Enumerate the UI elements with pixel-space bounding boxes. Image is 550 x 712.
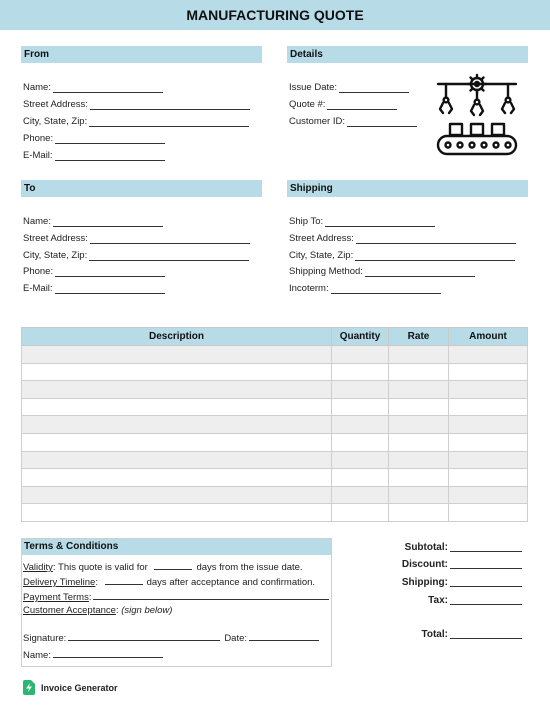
lightning-logo-icon	[23, 680, 35, 695]
shipping-total-text: Shipping	[401, 577, 445, 588]
shipping-method-line	[365, 267, 475, 277]
issue-date-field[interactable]	[289, 82, 409, 93]
col-description: Description	[22, 328, 332, 346]
subtotal-label: Subtotal:	[404, 542, 448, 553]
validity-text-a: : This quote is valid for	[52, 562, 148, 573]
amount-cell[interactable]	[449, 346, 528, 364]
delivery-days-line	[105, 575, 143, 585]
from-phone-label: Phone:	[23, 133, 54, 144]
quantity-cell[interactable]	[332, 363, 389, 381]
rate-cell[interactable]	[389, 486, 449, 504]
terms-section-header: Terms & Conditions	[21, 538, 332, 555]
table-row	[22, 504, 528, 522]
to-city-line	[89, 251, 249, 261]
amount-cell[interactable]	[449, 398, 528, 416]
validity-line[interactable]	[23, 560, 303, 573]
incoterm-label: Incoterm:	[289, 283, 329, 294]
quote-number-label: Quote #:	[289, 99, 326, 110]
table-row	[22, 398, 528, 416]
to-email-line	[55, 284, 165, 294]
date-underline	[249, 631, 319, 641]
to-email-label: E-Mail:	[23, 283, 53, 294]
signer-name-line[interactable]	[23, 648, 163, 661]
customer-id-line	[347, 117, 417, 127]
total-text: Total	[421, 629, 445, 640]
acceptance-note: (sign below)	[121, 605, 173, 616]
from-name-label: Name:	[23, 82, 51, 93]
acceptance-colon: :	[115, 605, 119, 616]
from-email-label: E-Mail:	[23, 150, 53, 161]
to-phone-field[interactable]	[23, 266, 165, 277]
rate-cell[interactable]	[389, 363, 449, 381]
signer-name-label: Name:	[23, 650, 51, 661]
issue-date-label: Issue Date:	[289, 82, 338, 93]
quantity-cell[interactable]	[332, 346, 389, 364]
payment-label: Payment Terms	[23, 592, 89, 603]
amount-cell[interactable]	[449, 433, 528, 451]
amount-cell[interactable]	[449, 363, 528, 381]
from-city-line	[89, 117, 249, 127]
rate-cell[interactable]	[389, 469, 449, 487]
to-phone-line	[55, 267, 165, 277]
amount-cell[interactable]	[449, 451, 528, 469]
date-label: Date:	[224, 633, 248, 644]
to-city-label: City, State, Zip:	[23, 250, 88, 261]
description-cell[interactable]	[22, 346, 332, 364]
validity-text-b: days from the issue date.	[196, 562, 303, 573]
shipping-method-label: Shipping Method:	[289, 266, 363, 277]
to-phone-label: Phone:	[23, 266, 54, 277]
rate-cell[interactable]	[389, 433, 449, 451]
discount-value-line[interactable]	[450, 568, 522, 569]
description-cell[interactable]	[22, 398, 332, 416]
tax-text: Tax	[428, 595, 445, 606]
delivery-label: Delivery Timeline	[23, 577, 96, 588]
issue-date-line	[339, 83, 409, 93]
table-row	[22, 363, 528, 381]
to-name-field[interactable]	[23, 216, 163, 227]
ship-to-label: Ship To:	[289, 216, 324, 227]
quote-number-field[interactable]	[289, 99, 397, 110]
to-street-label: Street Address:	[23, 233, 88, 244]
to-city-field[interactable]	[23, 250, 249, 261]
tax-label: Tax:	[428, 595, 448, 606]
signature-underline	[68, 631, 220, 641]
quantity-cell[interactable]	[332, 469, 389, 487]
subtotal-text: Subtotal	[404, 542, 445, 553]
table-row	[22, 416, 528, 434]
to-section-header: To	[21, 180, 262, 197]
table-row	[22, 451, 528, 469]
from-phone-field[interactable]	[23, 133, 165, 144]
payment-terms-line[interactable]	[23, 590, 329, 603]
shipping-method-field[interactable]	[289, 266, 475, 277]
table-row	[22, 469, 528, 487]
description-cell[interactable]	[22, 433, 332, 451]
ship-street-field[interactable]	[289, 233, 516, 244]
quantity-cell[interactable]	[332, 486, 389, 504]
incoterm-line	[331, 284, 441, 294]
from-email-field[interactable]	[23, 150, 165, 161]
tax-value-line[interactable]	[450, 604, 522, 605]
customer-id-label: Customer ID:	[289, 116, 345, 127]
signer-name-underline	[53, 648, 163, 658]
description-cell[interactable]	[22, 504, 332, 522]
description-cell[interactable]	[22, 416, 332, 434]
incoterm-field[interactable]	[289, 283, 441, 294]
col-rate: Rate	[389, 328, 449, 346]
amount-cell[interactable]	[449, 486, 528, 504]
description-cell[interactable]	[22, 381, 332, 399]
from-street-label: Street Address:	[23, 99, 88, 110]
payment-terms-underline	[93, 590, 329, 600]
acceptance-line	[23, 605, 172, 616]
quantity-cell[interactable]	[332, 451, 389, 469]
from-name-field[interactable]	[23, 82, 163, 93]
table-row	[22, 381, 528, 399]
brand-name: Invoice Generator	[41, 682, 118, 693]
payment-colon: :	[88, 592, 92, 603]
description-cell[interactable]	[22, 486, 332, 504]
rate-cell[interactable]	[389, 398, 449, 416]
shipping-value-line[interactable]	[450, 586, 522, 587]
factory-robot-arm-icon	[434, 72, 520, 158]
delivery-line[interactable]	[23, 575, 315, 588]
table-row	[22, 346, 528, 364]
to-name-label: Name:	[23, 216, 51, 227]
to-street-field[interactable]	[23, 233, 250, 244]
ship-city-label: City, State, Zip:	[289, 250, 354, 261]
to-name-line	[53, 217, 163, 227]
details-section-header: Details	[287, 46, 528, 63]
col-quantity: Quantity	[332, 328, 389, 346]
shipping-total-label: Shipping:	[401, 577, 448, 588]
subtotal-value-line[interactable]	[450, 551, 522, 552]
from-phone-line	[55, 134, 165, 144]
ship-to-field[interactable]	[289, 216, 435, 227]
from-city-field[interactable]	[23, 116, 249, 127]
rate-cell[interactable]	[389, 504, 449, 522]
rate-cell[interactable]	[389, 381, 449, 399]
description-cell[interactable]	[22, 451, 332, 469]
quantity-cell[interactable]	[332, 433, 389, 451]
rate-cell[interactable]	[389, 416, 449, 434]
total-label: Total:	[421, 629, 448, 640]
ship-to-line	[325, 217, 435, 227]
ship-city-line	[355, 251, 515, 261]
quantity-cell[interactable]	[332, 504, 389, 522]
table-row	[22, 433, 528, 451]
discount-label: Discount:	[401, 559, 448, 570]
ship-street-label: Street Address:	[289, 233, 354, 244]
shipping-section-header: Shipping	[287, 180, 528, 197]
from-street-field[interactable]	[23, 99, 250, 110]
signature-line[interactable]	[23, 631, 319, 644]
quote-number-line	[327, 100, 397, 110]
from-city-label: City, State, Zip:	[23, 116, 88, 127]
delivery-colon: :	[95, 577, 98, 588]
validity-days-line	[154, 560, 192, 570]
ship-city-field[interactable]	[289, 250, 515, 261]
table-header-row	[22, 328, 528, 346]
to-street-line	[90, 234, 250, 244]
ship-street-line	[356, 234, 516, 244]
col-amount: Amount	[449, 328, 528, 346]
amount-cell[interactable]	[449, 504, 528, 522]
from-section-header: From	[21, 46, 262, 63]
signature-label: Signature:	[23, 633, 67, 644]
quantity-cell[interactable]	[332, 398, 389, 416]
description-cell[interactable]	[22, 469, 332, 487]
amount-cell[interactable]	[449, 469, 528, 487]
from-street-line	[90, 100, 250, 110]
document-title: MANUFACTURING QUOTE	[0, 0, 550, 30]
amount-cell[interactable]	[449, 416, 528, 434]
brand-logo[interactable]	[23, 680, 118, 695]
total-value-line[interactable]	[450, 638, 522, 639]
customer-id-field[interactable]	[289, 116, 417, 127]
description-cell[interactable]	[22, 363, 332, 381]
to-email-field[interactable]	[23, 283, 165, 294]
quantity-cell[interactable]	[332, 416, 389, 434]
from-name-line	[53, 83, 163, 93]
acceptance-label: Customer Acceptance	[23, 605, 116, 616]
table-row	[22, 486, 528, 504]
quantity-cell[interactable]	[332, 381, 389, 399]
discount-text: Discount	[401, 559, 445, 570]
rate-cell[interactable]	[389, 451, 449, 469]
validity-label: Validity	[23, 562, 53, 573]
delivery-text: days after acceptance and confirmation.	[146, 577, 316, 588]
amount-cell[interactable]	[449, 381, 528, 399]
line-items-table	[21, 327, 528, 522]
from-email-line	[55, 151, 165, 161]
rate-cell[interactable]	[389, 346, 449, 364]
